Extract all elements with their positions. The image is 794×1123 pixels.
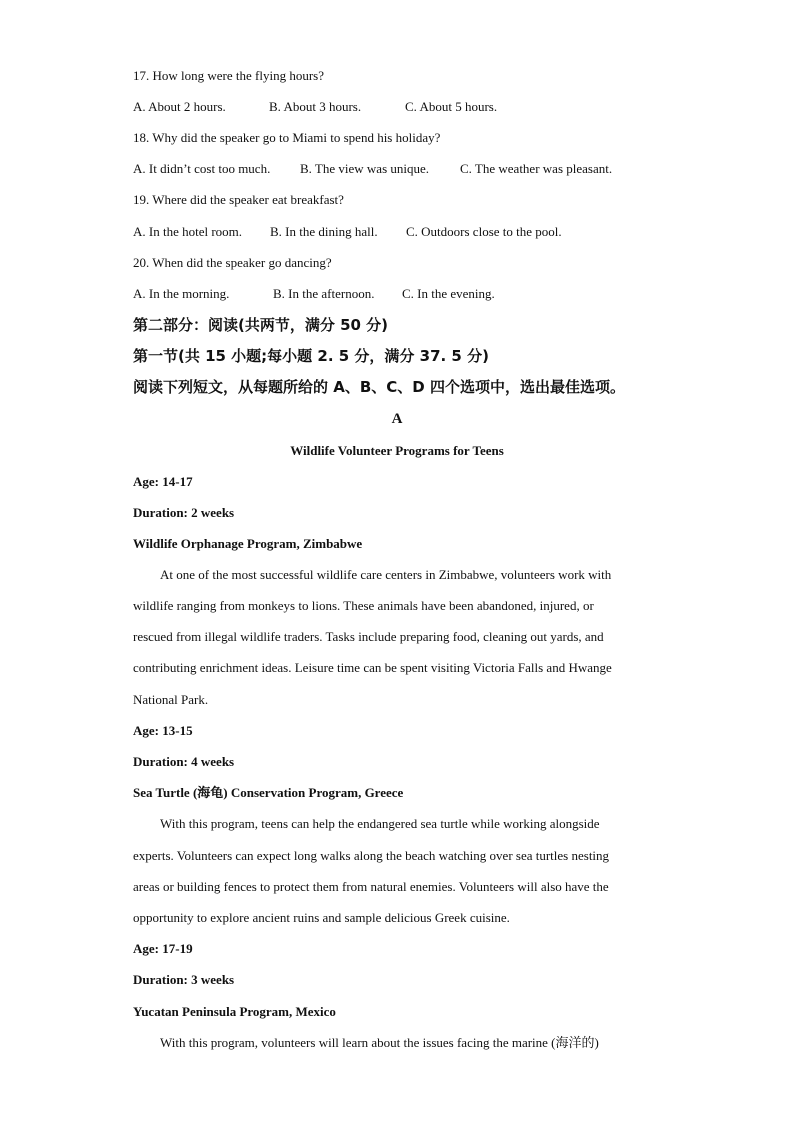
question-20: 20. When did the speaker go dancing?: [133, 255, 332, 270]
program-3-duration: Duration: 3 weeks: [133, 972, 235, 987]
program-1-name: Wildlife Orphanage Program, Zimbabwe: [133, 536, 363, 551]
option-19-b: B. In the dining hall.: [270, 224, 378, 239]
program-2-text-line: opportunity to explore ancient ruins and sample delicious Greek cuisine.: [133, 910, 510, 925]
option-20-b: B. In the afternoon.: [273, 286, 375, 301]
option-20-a: A. In the morning.: [133, 286, 230, 301]
question-18: 18. Why did the speaker go to Miami to spend his holiday?: [133, 130, 441, 145]
program-1-duration: Duration: 2 weeks: [133, 505, 235, 520]
option-17-a: A. About 2 hours.: [133, 99, 226, 114]
option-17-c: C. About 5 hours.: [405, 99, 498, 114]
program-2-text-line: experts. Volunteers can expect long walks along the beach watching over sea turtles nesting: [133, 848, 610, 863]
option-18-c: C. The weather was pleasant.: [460, 161, 613, 176]
question-17: 17. How long were the flying hours?: [133, 68, 324, 83]
program-3-name: Yucatan Peninsula Program, Mexico: [133, 1004, 336, 1019]
question-19: 19. Where did the speaker eat breakfast?: [133, 192, 344, 207]
section-heading-part2: 第二部分：阅读(共两节，满分 50 分): [133, 316, 389, 334]
passage-letter: A: [391, 411, 403, 427]
program-3-age: Age: 17-19: [133, 941, 193, 956]
program-2-name: Sea Turtle (海龟) Conservation Program, Greece: [133, 785, 404, 800]
option-19-a: A. In the hotel room.: [133, 224, 243, 239]
program-1-text-line: National Park.: [133, 692, 209, 707]
program-3-text-line: With this program, volunteers will learn about the issues facing the marine (海洋的): [160, 1035, 599, 1050]
program-2-duration: Duration: 4 weeks: [133, 754, 235, 769]
option-19-c: C. Outdoors close to the pool.: [406, 224, 562, 239]
section-heading-sec1: 第一节(共 15 小题;每小题 2. 5 分，满分 37. 5 分): [133, 347, 489, 365]
program-2-age: Age: 13-15: [133, 723, 193, 738]
section-instruction: 阅读下列短文，从每题所给的 A、B、C、D 四个选项中，选出最佳选项。: [133, 378, 625, 396]
program-1-age: Age: 14-17: [133, 474, 193, 489]
option-20-c: C. In the evening.: [402, 286, 495, 301]
program-1-text-line: wildlife ranging from monkeys to lions. These animals have been abandoned, injured, or: [133, 598, 594, 613]
passage-title: Wildlife Volunteer Programs for Teens: [290, 443, 504, 458]
option-18-b: B. The view was unique.: [300, 161, 430, 176]
program-1-text-line: At one of the most successful wildlife care centers in Zimbabwe, volunteers work with: [160, 567, 612, 582]
program-2-text-line: areas or building fences to protect them from natural enemies. Volunteers will also have the: [133, 879, 609, 894]
option-18-a: A. It didn’t cost too much.: [133, 161, 271, 176]
option-17-b: B. About 3 hours.: [269, 99, 362, 114]
program-1-text-line: rescued from illegal wildlife traders. Tasks include preparing food, cleaning out yards, and: [133, 629, 604, 644]
program-2-text-line: With this program, teens can help the endangered sea turtle while working alongside: [160, 816, 600, 831]
program-1-text-line: contributing enrichment ideas. Leisure time can be spent visiting Victoria Falls and Hwange: [133, 660, 612, 675]
